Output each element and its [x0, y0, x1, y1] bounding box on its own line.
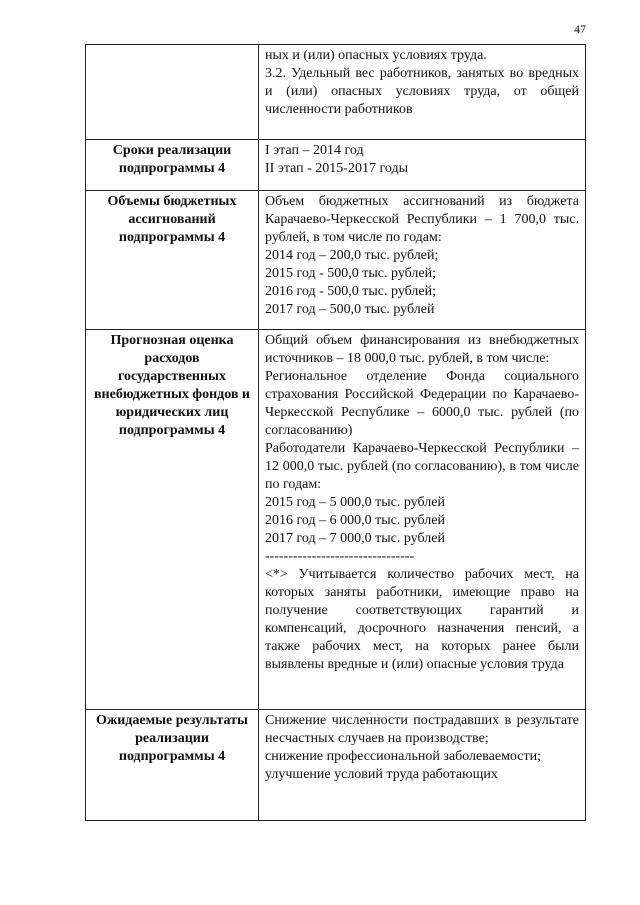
text-line: Общий объем финансирования из внебюджетных источников – 18 000,0 тыс. рублей, в том числе:	[265, 333, 579, 366]
text-line: II этап - 2015-2017 годы	[265, 161, 408, 176]
text-line: снижение профессиональной заболеваемости;	[265, 749, 541, 764]
row-label: Ожидаемые результаты реализации подпрограммы 4	[86, 710, 259, 821]
text-line: ных и (или) опасных условиях труда.	[265, 48, 487, 63]
footnote-text: <*> Учитывается количество рабочих мест, на которых заняты работники, имеющие право на получение соответствующих гарантий и компенсаций, досрочного назначения пенсий, а также рабочих мест, на которых ранее были выявлены вредные и (или) опасные условия труда	[265, 567, 579, 672]
text-line: 2016 год – 6 000,0 тыс. рублей	[265, 513, 445, 528]
row-label	[86, 45, 259, 140]
subprogram-passport-table	[85, 44, 586, 821]
table-row-budget-allocations	[86, 191, 586, 330]
separator-line: --------------------------------	[265, 549, 415, 564]
text-line: 3.2. Удельный вес работников, занятых во вредных и (или) опасных условиях труда, от общей численности работников	[265, 66, 579, 117]
page-number: 47	[574, 22, 586, 36]
table-row-implementation-period	[86, 140, 586, 191]
table-row-continuation	[86, 45, 586, 140]
table-row-forecast-expenses	[86, 330, 586, 710]
text-line: I этап – 2014 год	[265, 143, 364, 158]
text-line: улучшение условий труда работающих	[265, 767, 498, 782]
text-line: Объем бюджетных ассигнований из бюджета Карачаево-Черкесской Республики – 1 700,0 тыс. рублей, в том числе по годам:	[265, 194, 579, 245]
text-line: 2016 год - 500,0 тыс. рублей;	[265, 284, 437, 299]
row-label: Прогнозная оценка расходов государственных внебюджетных фондов и юридических лиц подпрограммы 4	[86, 330, 259, 710]
row-content	[259, 45, 586, 140]
text-line: 2017 год – 7 000,0 тыс. рублей	[265, 531, 445, 546]
row-content	[259, 710, 586, 821]
text-line: 2015 год – 5 000,0 тыс. рублей	[265, 495, 445, 510]
text-line: Работодатели Карачаево-Черкесской Республики – 12 000,0 тыс. рублей (по согласованию), в том числе по годам:	[265, 441, 579, 492]
row-label: Объемы бюджетных ассигнований подпрограммы 4	[86, 191, 259, 330]
row-content	[259, 140, 586, 191]
row-content	[259, 330, 586, 710]
text-line: 2014 год – 200,0 тыс. рублей;	[265, 248, 439, 263]
text-line: Региональное отделение Фонда социального страхования Российской Федерации по Карачаево-Черкесской Республике – 6000,0 тыс. рублей (по согласованию)	[265, 369, 579, 438]
text-line: Снижение численности пострадавших в результате несчастных случаев на производстве;	[265, 713, 579, 746]
text-line: 2017 год – 500,0 тыс. рублей	[265, 302, 435, 317]
table-row-expected-results	[86, 710, 586, 821]
row-content	[259, 191, 586, 330]
row-label: Сроки реализации подпрограммы 4	[86, 140, 259, 191]
text-line: 2015 год - 500,0 тыс. рублей;	[265, 266, 437, 281]
